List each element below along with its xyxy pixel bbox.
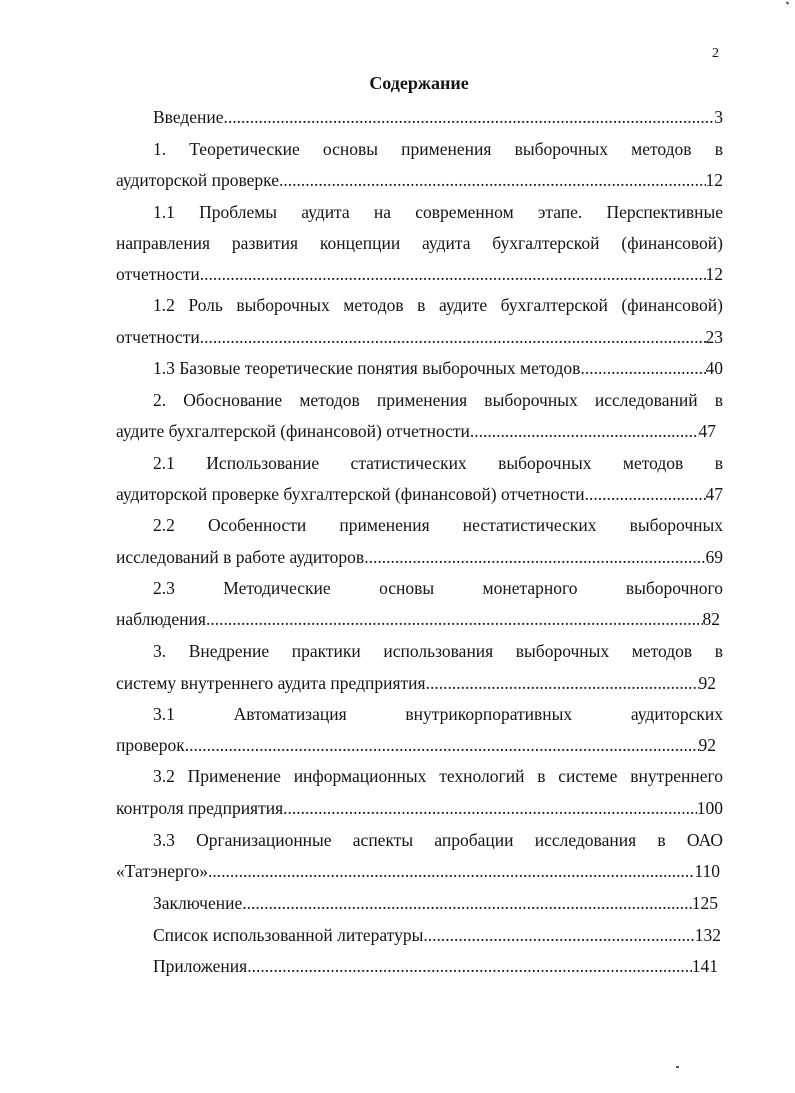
- toc-entry-1-line2[interactable]: [116, 169, 723, 191]
- toc-entry-text: «Татэнерго»: [116, 861, 209, 881]
- leader-dots: [224, 106, 715, 128]
- toc-entry-text: Заключение: [153, 893, 243, 913]
- toc-entry-2-2-line1[interactable]: 2.2 Особенности применения нестатистических выборочных: [153, 515, 723, 535]
- toc-entry-2-2-line2[interactable]: [116, 546, 723, 568]
- toc-page-number: 125: [691, 893, 718, 913]
- toc-entry-2-3-line1[interactable]: 2.3 Методические основы монетарного выборочного: [153, 578, 723, 598]
- toc-entry-conclusion[interactable]: [153, 892, 718, 914]
- toc-entry-3-2-line1[interactable]: 3.2 Применение информационных технологий в системе внутреннего: [153, 766, 723, 786]
- toc-entry-text: исследований в работе аудиторов: [116, 547, 365, 567]
- toc-entry-appendices[interactable]: [153, 955, 718, 977]
- toc-page-number: 141: [691, 956, 718, 976]
- toc-page-number: 110: [694, 861, 720, 881]
- leader-dots: [200, 263, 706, 285]
- leader-dots: [206, 608, 703, 630]
- toc-entry-2-1-line1[interactable]: 2.1 Использование статистических выборочных методов в: [153, 453, 723, 473]
- page-number: 2: [712, 46, 719, 61]
- toc-entry-text: наблюдения: [116, 609, 206, 629]
- toc-entry-1-3[interactable]: [153, 357, 723, 379]
- toc-entry-text: аудите бухгалтерской (финансовой) отчетности: [116, 421, 470, 441]
- toc-entry-1-2-line2[interactable]: [116, 326, 723, 348]
- toc-entry-text: отчетности: [116, 264, 200, 284]
- leader-dots: [200, 326, 706, 348]
- toc-page-number: 47: [698, 421, 716, 441]
- toc-entry-1-2-line1[interactable]: 1.2 Роль выборочных методов в аудите бухгалтерской (финансовой): [153, 295, 723, 315]
- toc-entry-introduction[interactable]: [153, 106, 723, 128]
- leader-dots: [364, 546, 705, 568]
- toc-entry-1-line1[interactable]: 1. Теоретические основы применения выборочных методов в: [153, 139, 723, 159]
- toc-entry-1-1-line1[interactable]: 1.1 Проблемы аудита на современном этапе. Перспективные: [153, 202, 723, 222]
- toc-entry-text: отчетности: [116, 327, 200, 347]
- leader-dots: [580, 357, 705, 379]
- toc-entry-3-1-line1[interactable]: 3.1 Автоматизация внутрикорпоративных аудиторских: [153, 704, 723, 724]
- toc-entry-2-line1[interactable]: 2. Обоснование методов применения выборочных исследований в: [153, 390, 723, 410]
- leader-dots: [423, 924, 694, 946]
- leader-dots: [279, 169, 706, 191]
- toc-page-number: 132: [694, 925, 721, 945]
- toc-entry-3-1-line2[interactable]: [116, 734, 716, 756]
- leader-dots: [470, 420, 699, 442]
- leader-dots: [426, 672, 699, 694]
- toc-page-number: 12: [705, 170, 723, 190]
- toc-entry-text: 1.3 Базовые теоретические понятия выборочных методов: [153, 358, 581, 378]
- toc-page-number: 23: [705, 327, 723, 347]
- toc-entry-text: аудиторской проверке: [116, 170, 279, 190]
- toc-entry-2-line2[interactable]: [116, 420, 716, 442]
- toc-entry-text: Приложения: [153, 956, 248, 976]
- toc-entry-text: Список использованной литературы: [153, 925, 424, 945]
- toc-page-number: 69: [705, 547, 723, 567]
- toc-page-number: 92: [698, 673, 716, 693]
- toc-entry-2-1-line2[interactable]: [116, 483, 723, 505]
- toc-entry-text: аудиторской проверке бухгалтерской (финансовой) отчетности: [116, 484, 585, 504]
- leader-dots: [585, 483, 706, 505]
- toc-entry-text: контроля предприятия: [116, 798, 284, 818]
- toc-entry-2-3-line2[interactable]: [116, 608, 720, 630]
- toc-page-number: 100: [696, 798, 723, 818]
- leader-dots: [208, 860, 694, 882]
- toc-entry-bibliography[interactable]: [153, 924, 721, 946]
- leader-dots: [185, 734, 699, 756]
- toc-entry-text: Введение: [153, 107, 224, 127]
- toc-entry-3-3-line2[interactable]: [116, 860, 720, 882]
- toc-page-number: 12: [705, 264, 723, 284]
- toc-entry-3-2-line2[interactable]: [116, 797, 723, 819]
- toc-entry-text: проверок: [116, 735, 185, 755]
- toc-entry-text: систему внутреннего аудита предприятия: [116, 673, 426, 693]
- toc-entry-3-line2[interactable]: [116, 672, 716, 694]
- toc-page-number: 82: [702, 609, 720, 629]
- toc-entry-1-1-line2[interactable]: направления развития концепции аудита бухгалтерской (финансовой): [116, 233, 723, 253]
- toc-page-number: 3: [714, 107, 723, 127]
- toc-page-number: 47: [705, 484, 723, 504]
- toc-title: Содержание: [369, 73, 469, 93]
- leader-dots: [283, 797, 697, 819]
- toc-entry-1-1-line3[interactable]: [116, 263, 723, 285]
- toc-page-number: 92: [698, 735, 716, 755]
- toc-page-number: 40: [705, 358, 723, 378]
- leader-dots: [242, 892, 692, 914]
- toc-entry-3-3-line1[interactable]: 3.3 Организационные аспекты апробации исследования в ОАО: [153, 830, 723, 850]
- scan-speck: [676, 1066, 679, 1068]
- toc-entry-3-line1[interactable]: 3. Внедрение практики использования выборочных методов в: [153, 641, 723, 661]
- leader-dots: [247, 955, 692, 977]
